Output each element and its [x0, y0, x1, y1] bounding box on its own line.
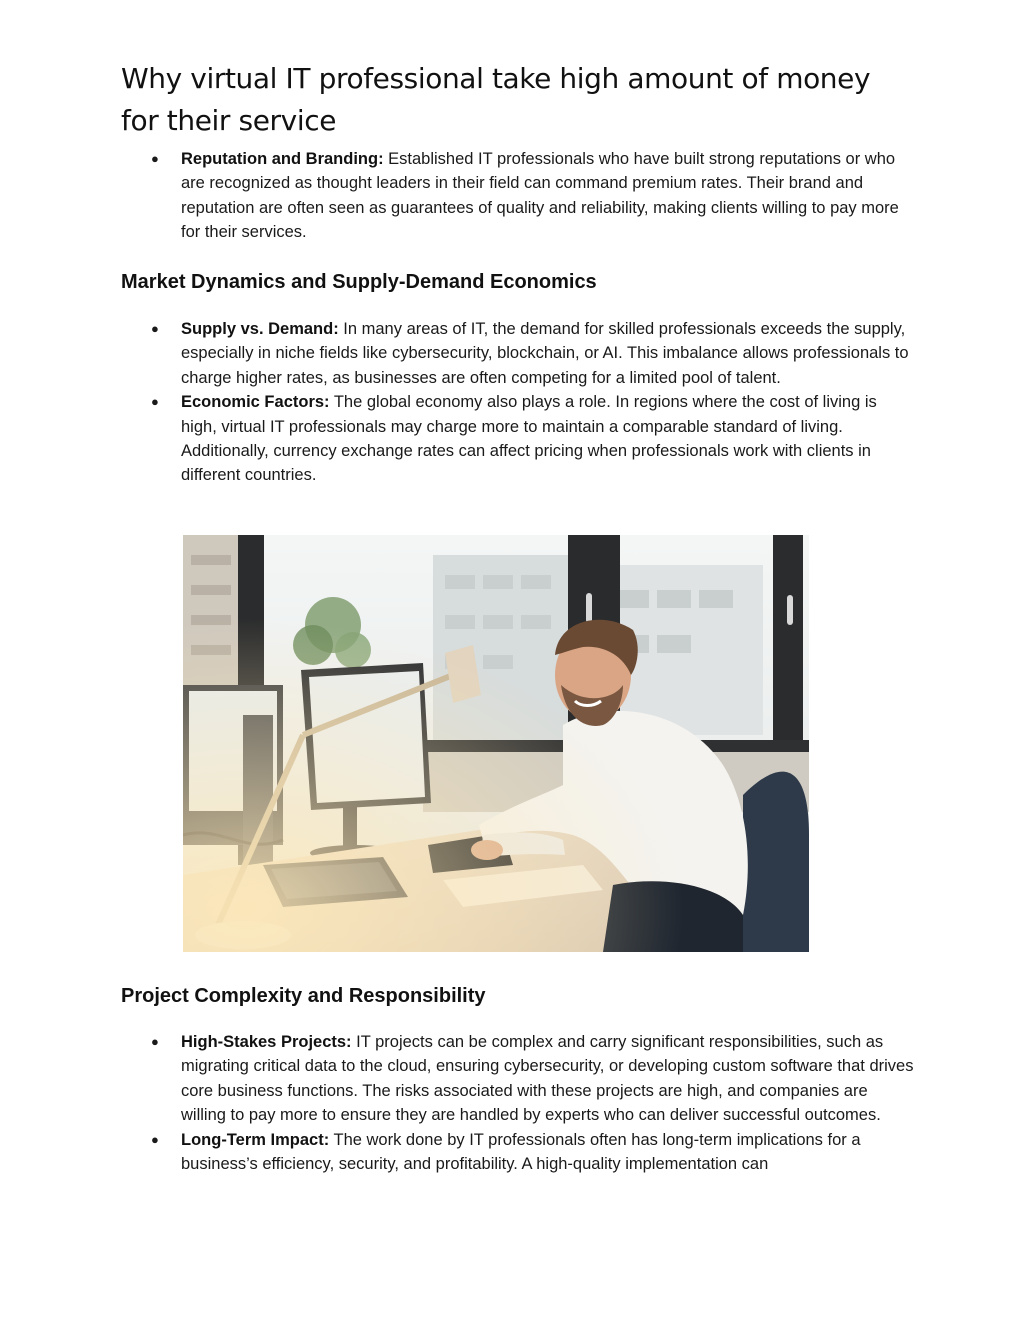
bullet-icon: ● — [151, 1131, 159, 1147]
bullet-term: Long-Term Impact: — [181, 1130, 330, 1149]
page-title: Why virtual IT professional take high amount of money for their service — [121, 62, 871, 137]
list-item — [0, 317, 1024, 390]
office-photo-illustration — [183, 535, 809, 952]
bullet-text: The work done by IT professionals often has long-term implications for a business’s efficiency, security, and profitability. A high-quality implementation can — [181, 1130, 861, 1174]
bullet-term: High-Stakes Projects: — [181, 1033, 352, 1051]
bullet-term: Reputation and Branding: — [181, 150, 384, 168]
bullet-icon: ● — [151, 394, 159, 410]
list-item — [0, 147, 1024, 245]
bullet-text: In many areas of IT, the demand for skilled professionals exceeds the supply, especially in niche fields like cybersecurity, blockchain, or AI. This imbalance allows professionals to charge higher rates, as businesses are often competing for a limited pool of talent. — [181, 320, 909, 387]
list-item — [0, 1128, 1024, 1177]
office-photo — [183, 535, 809, 952]
bullet-term: Economic Factors: — [181, 393, 330, 412]
market-bullet-list — [0, 317, 1024, 488]
bullet-text: The global economy also plays a role. In regions where the cost of living is high, virtual IT professionals may charge more to maintain a comparable standard of living. Additionally, currency exchange rates can affect pricing when professionals work with clients in different countries. — [181, 393, 877, 485]
project-bullet-list — [0, 1030, 1024, 1176]
bullet-icon: ● — [151, 151, 159, 166]
bullet-icon: ● — [151, 1034, 159, 1049]
list-item — [0, 1030, 1024, 1128]
bullet-term: Supply vs. Demand: — [181, 320, 339, 338]
bullet-text: IT projects can be complex and carry significant responsibilities, such as migrating critical data to the cloud, ensuring cybersecurity, or developing custom software that drives core business functions. The risks associated with these projects are high, and companies are willing to pay more to ensure they are handled by experts who can deliver successful outcomes. — [181, 1033, 914, 1125]
section-heading-project: Project Complexity and Responsibility — [121, 985, 486, 1007]
bullet-text: Established IT professionals who have built strong reputations or who are recognized as thought leaders in their field can command premium rates. Their brand and reputation are often seen as guarantees of quality and reliability, making clients willing to pay more for their services. — [181, 150, 899, 242]
bullet-icon: ● — [151, 321, 159, 336]
intro-bullet-list — [0, 147, 1024, 245]
list-item — [0, 390, 1024, 488]
section-heading-market: Market Dynamics and Supply-Demand Economics — [121, 271, 597, 293]
